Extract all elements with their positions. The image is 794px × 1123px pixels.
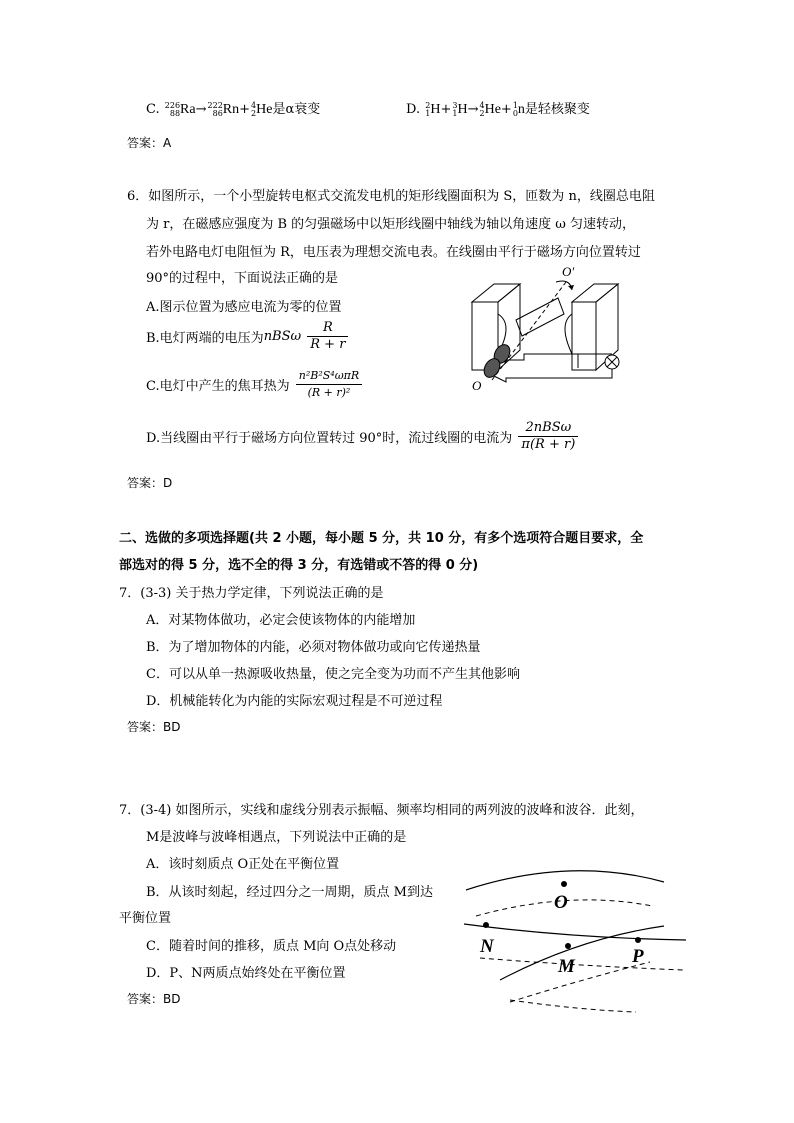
q7b-option-a: A．该时刻质点 O正处在平衡位置 bbox=[146, 857, 340, 872]
nuclide-symbol: He bbox=[256, 102, 273, 117]
nuclide-symbol: He bbox=[484, 102, 501, 117]
option-text: C.电灯中产生的焦耳热为 bbox=[146, 379, 290, 394]
q7a-option-b: B．为了增加物体的内能，必须对物体做功或向它传递热量 bbox=[146, 640, 481, 655]
q7a-option-a: A．对某物体做功，必定会使该物体的内能增加 bbox=[146, 613, 416, 628]
q7b-line-2: M是波峰与波峰相遇点，下列说法中正确的是 bbox=[146, 830, 407, 845]
fraction bbox=[518, 420, 578, 453]
figure-label-o: O bbox=[472, 378, 482, 393]
plus: + bbox=[239, 102, 251, 117]
arrow: → bbox=[467, 102, 479, 117]
option-d-nuclear bbox=[406, 98, 590, 118]
q7a-option-d: D．机械能转化为内能的实际宏观过程是不可逆过程 bbox=[146, 694, 443, 709]
q6-line-1: 6．如图所示，一个小型旋转电枢式交流发电机的矩形线圈面积为 S，匝数为 n，线圈总电阻 bbox=[127, 189, 655, 204]
figure-label-m: M bbox=[558, 956, 575, 977]
nuclide-symbol: H bbox=[457, 102, 468, 117]
figure-label-o: O bbox=[554, 892, 568, 913]
section-2-heading-2: 部选对的得 5 分，选不全的得 3 分，有选错或不答的得 0 分) bbox=[119, 558, 479, 573]
option-c-nuclear bbox=[146, 98, 320, 118]
q7b-option-c: C．随着时间的推移，质点 M向 O点处移动 bbox=[146, 939, 397, 954]
fraction-denominator: (R + r)² bbox=[307, 386, 351, 399]
nuclide-symbol: n bbox=[517, 102, 525, 117]
nuclide-index: 226 88 bbox=[164, 100, 181, 118]
plus: + bbox=[500, 102, 512, 117]
nuclide-symbol: Rn bbox=[222, 102, 240, 117]
section-2-heading-1: 二、选做的多项选择题(共 2 小题，每小题 5 分，共 10 分，有多个选项符合题目要求，全 bbox=[119, 531, 644, 546]
nuclide-index: 2 1 bbox=[425, 100, 431, 118]
figure-label-n: N bbox=[480, 936, 494, 957]
q6-line-2: 为 r，在磁感应强度为 B 的匀强磁场中以矩形线圈中轴线为轴以角速度 ω 匀速转动， bbox=[146, 217, 636, 232]
fraction bbox=[307, 320, 348, 353]
plus: + bbox=[440, 102, 452, 117]
q6-option-c bbox=[146, 368, 364, 401]
option-text: 是α衰变 bbox=[272, 102, 321, 117]
arrow: → bbox=[195, 102, 207, 117]
fraction-denominator: R + r bbox=[310, 337, 346, 352]
option-text: B.电灯两端的电压为 bbox=[146, 331, 264, 346]
nuclide-index: 4 2 bbox=[251, 100, 257, 118]
fraction-numerator: R bbox=[307, 320, 348, 337]
q6-option-b bbox=[146, 320, 350, 353]
wave-figure bbox=[460, 862, 690, 1020]
nuclide-index: 222 86 bbox=[207, 100, 223, 118]
q7a-option-c: C．可以从单一热源吸收热量，使之完全变为功而不产生其他影响 bbox=[146, 667, 520, 682]
figure-label-p: P bbox=[632, 946, 644, 967]
q7b-option-b-2: 平衡位置 bbox=[119, 911, 172, 926]
q6-option-d bbox=[146, 420, 580, 453]
q6-line-3: 若外电路电灯电阻恒为 R，电压表为理想交流电表。在线圈由平行于磁场方向位置转过 bbox=[146, 245, 641, 260]
nuclide-index: 4 2 bbox=[479, 100, 485, 118]
answer-7a: 答案：BD bbox=[127, 720, 181, 734]
nuclide-symbol: Ra bbox=[180, 102, 196, 117]
fraction bbox=[296, 368, 362, 401]
answer-7b: 答案：BD bbox=[127, 992, 181, 1006]
q7b-option-d: D．P、N两质点始终处在平衡位置 bbox=[146, 966, 346, 981]
q6-line-4: 90°的过程中，下面说法正确的是 bbox=[146, 271, 339, 286]
q7a-stem: 7．(3-3) 关于热力学定律，下列说法正确的是 bbox=[119, 586, 384, 601]
q7b-line-1: 7．(3-4) 如图所示，实线和虚线分别表示振幅、频率均相同的两列波的波峰和波谷．此刻， bbox=[119, 803, 644, 818]
nuclide-index: 3 1 bbox=[452, 100, 458, 118]
q7b-option-b-1: B．从该时刻起，经过四分之一周期，质点 M到达 bbox=[146, 885, 433, 900]
nuclide-symbol: H bbox=[430, 102, 441, 117]
nuclide-index: 1 0 bbox=[512, 100, 518, 118]
answer-5: 答案：A bbox=[127, 136, 172, 150]
fraction-numerator: n²B²S⁴ωπR bbox=[296, 368, 362, 385]
fraction-numerator: 2nBSω bbox=[518, 420, 578, 437]
q6-option-a: A.图示位置为感应电流为零的位置 bbox=[146, 300, 342, 315]
figure-label-o-prime: O′ bbox=[562, 264, 575, 279]
answer-6: 答案：D bbox=[127, 476, 173, 490]
option-label: C. bbox=[146, 102, 160, 117]
fraction-denominator: π(R + r) bbox=[521, 437, 576, 452]
option-label: D. bbox=[406, 102, 421, 117]
option-text: D.当线圈由平行于磁场方向位置转过 90°时，流过线圈的电流为 bbox=[146, 431, 513, 446]
formula-coefficient: nBSω bbox=[263, 329, 302, 344]
generator-figure bbox=[462, 262, 632, 394]
option-text: 是轻核聚变 bbox=[524, 102, 590, 117]
